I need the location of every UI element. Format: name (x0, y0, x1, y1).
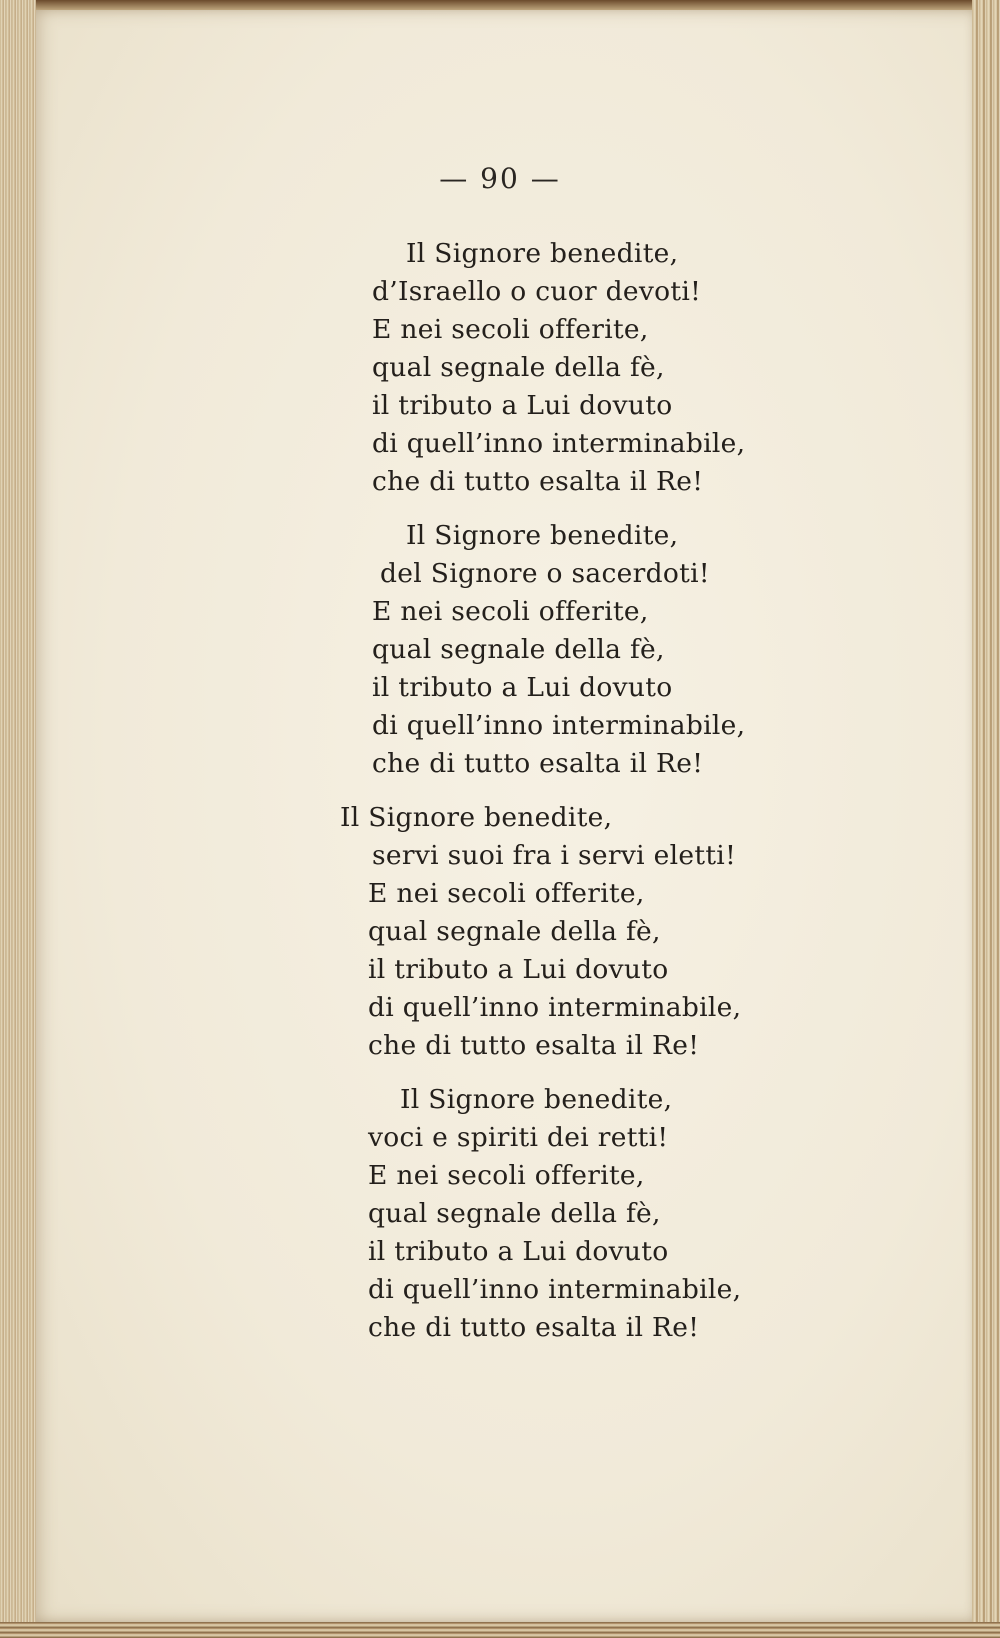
verse-line: servi suoi fra i servi eletti! (372, 840, 737, 871)
verse-line: qual segnale della fè, (368, 1198, 661, 1229)
verse-line: che di tutto esalta il Re! (368, 1030, 700, 1061)
verse-line: di quell’inno interminabile, (372, 710, 746, 741)
bottom-page-edge (0, 1622, 1000, 1638)
verse-line: E nei secoli offerite, (372, 596, 649, 627)
verse-line: il tributo a Lui dovuto (368, 1236, 669, 1267)
book-spine-edge (0, 0, 36, 1638)
verse-line: del Signore o sacerdoti! (380, 558, 710, 589)
verse-line: E nei secoli offerite, (372, 314, 649, 345)
verse-line: di quell’inno interminabile, (368, 1274, 742, 1305)
verse-line: il tributo a Lui dovuto (368, 954, 669, 985)
verse-line: di quell’inno interminabile, (368, 992, 742, 1023)
verse-line: d’Israello o cuor devoti! (372, 276, 702, 307)
verse-line: che di tutto esalta il Re! (368, 1312, 700, 1343)
verse-line: qual segnale della fè, (368, 916, 661, 947)
verse-line: Il Signore benedite, (406, 520, 679, 551)
page-number: — 90 — (439, 162, 561, 195)
verse-line: Il Signore benedite, (400, 1084, 673, 1115)
verse-line: Il Signore benedite, (406, 238, 679, 269)
verse-line: qual segnale della fè, (372, 634, 665, 665)
top-page-edge (0, 0, 1000, 10)
verse-line: Il Signore benedite, (340, 802, 613, 833)
verse-line: che di tutto esalta il Re! (372, 466, 704, 497)
right-page-edge (972, 0, 1000, 1638)
verse-line: di quell’inno interminabile, (372, 428, 746, 459)
verse-line: E nei secoli offerite, (368, 878, 645, 909)
verse-line: il tributo a Lui dovuto (372, 390, 673, 421)
verse-line: voci e spiriti dei retti! (368, 1122, 669, 1153)
verse-line: E nei secoli offerite, (368, 1160, 645, 1191)
verse-line: che di tutto esalta il Re! (372, 748, 704, 779)
verse-line: qual segnale della fè, (372, 352, 665, 383)
verse-line: il tributo a Lui dovuto (372, 672, 673, 703)
